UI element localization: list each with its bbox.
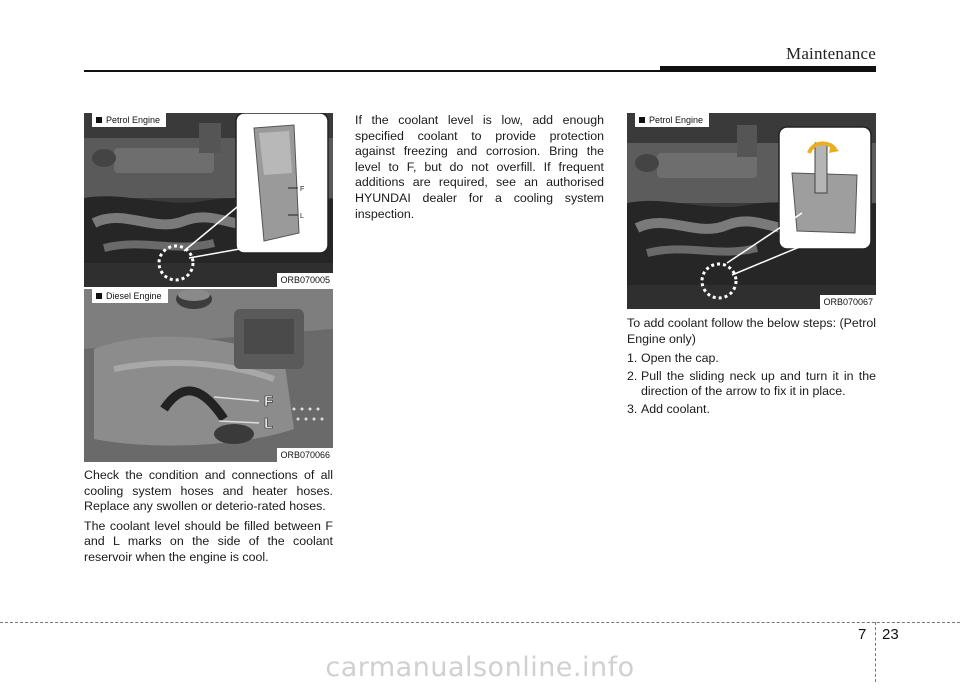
step-text: Add coolant.: [641, 401, 710, 416]
f-mark: F: [300, 186, 305, 193]
section-title: Maintenance: [786, 44, 876, 63]
chapter-number: 7: [858, 626, 867, 643]
list-item: [627, 351, 876, 367]
step-number: 2.: [627, 368, 638, 383]
figure-code: ORB070005: [277, 273, 333, 287]
coolant-cap-illustration: [627, 113, 876, 309]
header-rule-accent: [660, 66, 876, 72]
figure-label-text: Petrol Engine: [649, 115, 704, 125]
step-text: Open the cap.: [641, 351, 719, 366]
figure-label: [92, 289, 168, 303]
square-bullet-icon: [96, 293, 102, 299]
square-bullet-icon: [639, 117, 645, 123]
list-item: [627, 402, 876, 418]
list-item: [627, 369, 876, 400]
step-text: Pull the sliding neck up and turn it in the direction of the arrow to fix it in place.: [641, 368, 876, 399]
left-column-text: [84, 468, 333, 570]
step-number: 1.: [627, 351, 638, 366]
petrol-engine-cap-figure: [627, 113, 876, 309]
right-column-text: [627, 316, 876, 420]
l-mark: L: [264, 415, 274, 432]
page-number: 23: [882, 626, 899, 643]
petrol-engine-illustration: [84, 113, 333, 287]
figure-label-text: Diesel Engine: [106, 291, 162, 301]
step-number: 3.: [627, 401, 638, 416]
footer-rule: [0, 622, 960, 623]
steps-list: [627, 351, 876, 417]
figure-label: [92, 113, 166, 127]
figure-code: ORB070067: [820, 295, 876, 309]
figure-label-text: Petrol Engine: [106, 115, 161, 125]
petrol-engine-figure: [84, 113, 333, 287]
middle-column-text: [355, 113, 604, 226]
figure-code: ORB070066: [277, 448, 333, 462]
watermark: carmanualsonline.info: [325, 652, 635, 683]
intro-paragraph: To add coolant follow the below steps: (Petrol Engine only): [627, 316, 876, 346]
paragraph: If the coolant level is low, add enough specified coolant to provide protection against freezing and corrosion. Bring the level to F, but do not overfill. If frequent additions are required, see an authorised HYUNDAI dealer for a cooling system inspection.: [355, 113, 604, 221]
l-mark: L: [300, 213, 304, 220]
square-bullet-icon: [96, 117, 102, 123]
paragraph: Check the condition and connections of all cooling system hoses and heater hoses. Replace any swollen or deterio-rated hoses.: [84, 468, 333, 514]
f-mark: F: [264, 393, 274, 410]
diesel-engine-illustration: [84, 289, 333, 462]
paragraph: The coolant level should be filled between F and L marks on the side of the coolant reservoir when the engine is cool.: [84, 518, 333, 564]
diesel-engine-figure: [84, 289, 333, 462]
figure-label: [635, 113, 709, 127]
